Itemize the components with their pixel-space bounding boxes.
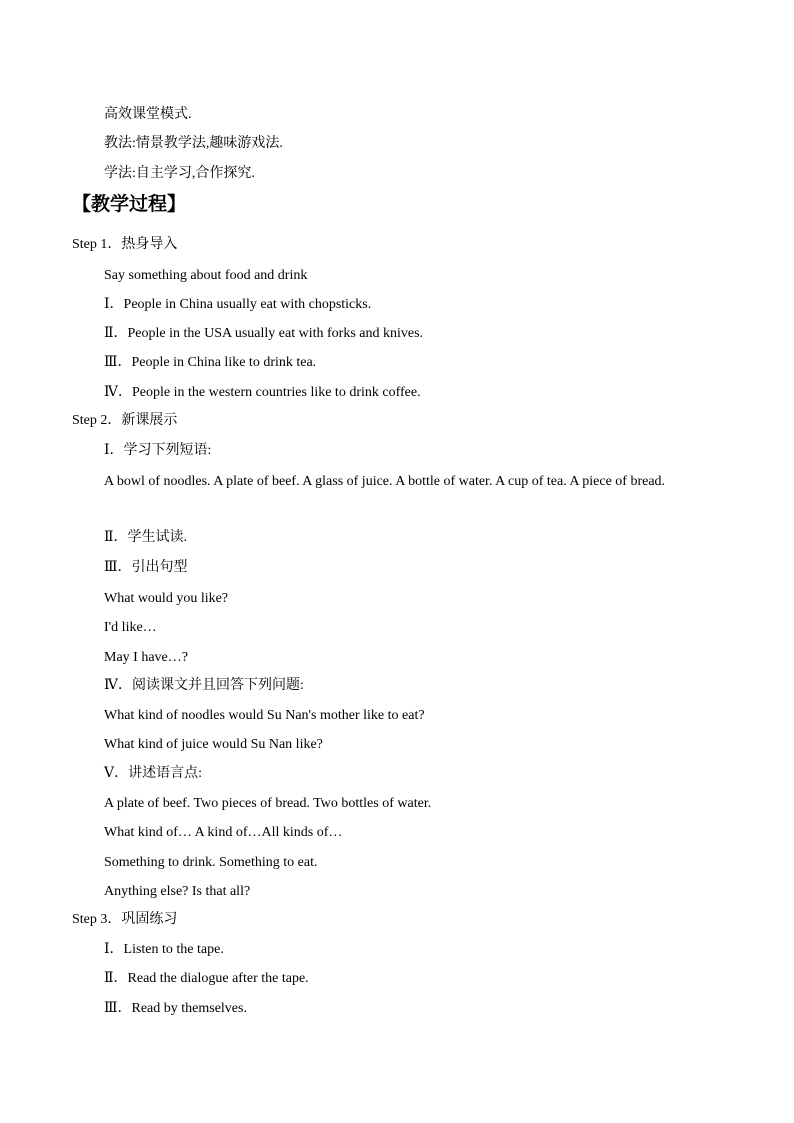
step2-point: Something to drink. Something to eat. bbox=[104, 855, 318, 870]
step1-item: Ⅲ．People in China like to drink tea. bbox=[104, 355, 317, 370]
step2-point: Anything else? Is that all? bbox=[104, 884, 251, 899]
step3-title: Step 3．巩固练习 bbox=[72, 912, 178, 927]
step2-pattern: What would you like? bbox=[104, 591, 229, 606]
step3-item: Ⅲ．Read by themselves. bbox=[104, 1001, 247, 1016]
step2-pattern: May I have…? bbox=[104, 650, 188, 665]
step1-item: Ⅱ．People in the USA usually eat with forks and knives. bbox=[104, 326, 424, 341]
step2-sub5: Ⅴ．讲述语言点: bbox=[104, 766, 202, 781]
step3-item: Ⅰ．Listen to the tape. bbox=[104, 942, 224, 957]
step1-item: Ⅳ．People in the western countries like to drink coffee. bbox=[104, 385, 421, 400]
step2-sub3: Ⅲ．引出句型 bbox=[104, 560, 188, 575]
step2-question: What kind of noodles would Su Nan's mother like to eat? bbox=[104, 708, 425, 723]
step2-phrases: A bowl of noodles. A plate of beef. A glass of juice. A bottle of water. A cup of tea. A piece of bread. bbox=[104, 474, 666, 489]
step2-point: What kind of… A kind of…All kinds of… bbox=[104, 825, 343, 840]
intro-learning-method: 学法:自主学习,合作探究. bbox=[104, 166, 255, 181]
step2-sub1: Ⅰ．学习下列短语: bbox=[104, 443, 212, 458]
step2-sub4: Ⅳ．阅读课文并且回答下列问题: bbox=[104, 678, 304, 693]
step2-pattern: I'd like… bbox=[104, 620, 157, 635]
step3-item: Ⅱ．Read the dialogue after the tape. bbox=[104, 971, 309, 986]
step1-item: Ⅰ．People in China usually eat with chopsticks. bbox=[104, 297, 372, 312]
step1-intro: Say something about food and drink bbox=[104, 268, 308, 283]
process-heading: 【教学过程】 bbox=[72, 194, 187, 215]
step2-sub2: Ⅱ．学生试读. bbox=[104, 530, 188, 545]
step2-question: What kind of juice would Su Nan like? bbox=[104, 737, 323, 752]
intro-teaching-method: 教法:情景教学法,趣味游戏法. bbox=[104, 136, 283, 151]
step2-point: A plate of beef. Two pieces of bread. Two bottles of water. bbox=[104, 796, 432, 811]
intro-mode: 高效课堂模式. bbox=[104, 107, 192, 122]
step2-title: Step 2．新课展示 bbox=[72, 413, 178, 428]
step1-title: Step 1．热身导入 bbox=[72, 237, 178, 252]
